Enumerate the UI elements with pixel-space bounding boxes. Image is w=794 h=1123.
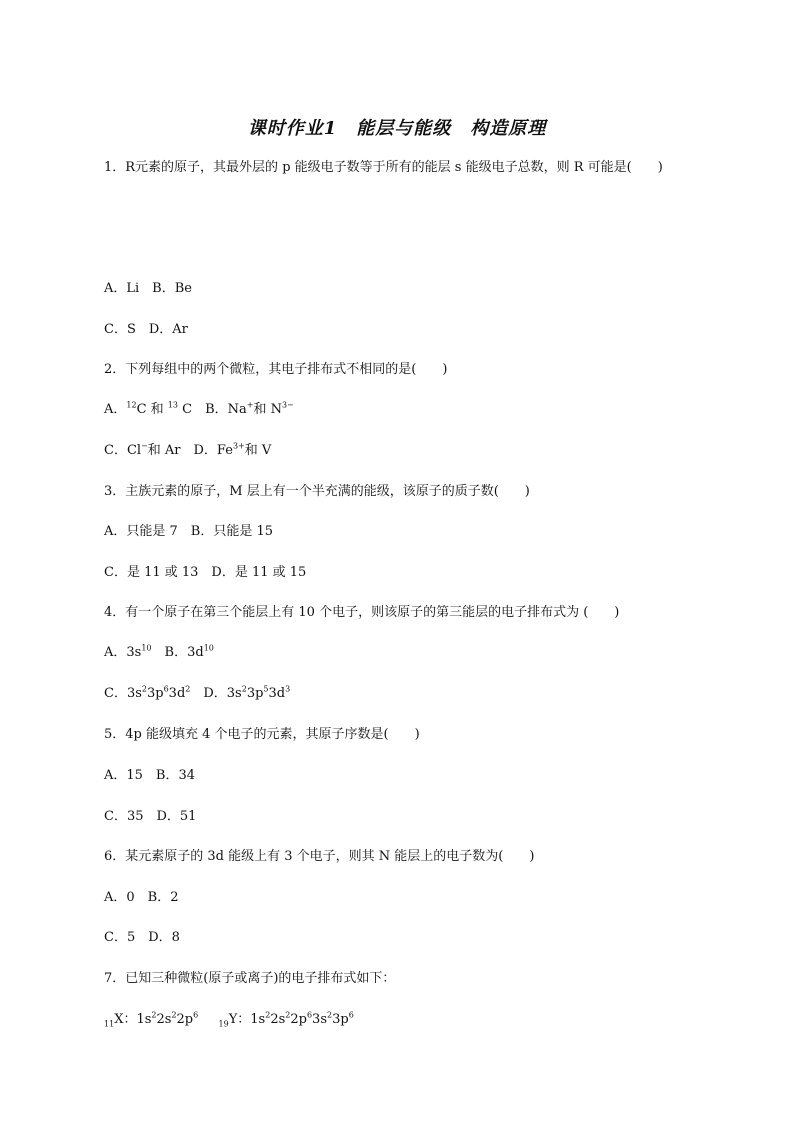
page-title: 课时作业1 能层与能级 构造原理 (247, 118, 547, 139)
question-6-options-cd: C．5 D．8 (104, 930, 180, 945)
question-4-stem: 4．有一个原子在第三个能层上有 10 个电子，则该原子的第三能层的电子排布式为 ( ) (104, 605, 620, 620)
question-4-options-ab: A．$3s^{10}$ B．$3d^{10}$ (104, 643, 214, 660)
question-2-stem: 2．下列每组中的两个微粒，其电子排布式不相同的是( ) (104, 362, 448, 377)
question-2-options-cd: C．Cl−和 Ar D．$Fe^{3+}$和 V (104, 441, 272, 458)
question-7-stem: 7．已知三种微粒(原子或离子)的电子排布式如下： (104, 971, 396, 986)
question-3-stem: 3．主族元素的原子，M 层上有一个半充满的能级，该原子的质子数( ) (104, 484, 530, 499)
question-3-options-ab: A．只能是 7 B．只能是 15 (104, 524, 274, 539)
question-5-options-cd: C．35 D．51 (104, 809, 197, 824)
question-2-options-ab: A．$^{12}$C 和 $^{13}$ C B．Na+和 $N^{3-}$ (104, 400, 294, 417)
question-1-options-ab: A．Li B．Be (104, 281, 192, 296)
question-1-options-cd: C．S D．Ar (104, 322, 188, 337)
question-1-stem: 1．R元素的原子，其最外层的 p 能级电子数等于所有的能层 s 能级电子总数，则 R 可能是( ) (104, 160, 663, 175)
question-4-options-cd: C．$3s^23p^63d^2$ D．$3s^23p^53d^3$ (104, 684, 291, 701)
question-3-options-cd: C．是 11 或 13 D．是 11 或 15 (104, 565, 307, 580)
question-6-options-ab: A．0 B．2 (104, 890, 179, 905)
question-5-stem: 5．4p 能级填充 4 个电子的元素，其原子序数是( ) (104, 727, 420, 742)
question-6-stem: 6．某元素原子的 3d 能级上有 3 个电子，则其 N 能层上的电子数为( ) (104, 849, 535, 864)
question-5-options-ab: A．15 B．34 (104, 768, 196, 783)
question-7-configurations: $_{11}$X：$1s^22s^22p^6$ $_{19}$Y：$1s^22s^22p^63s^23p^6$ (104, 1010, 354, 1029)
